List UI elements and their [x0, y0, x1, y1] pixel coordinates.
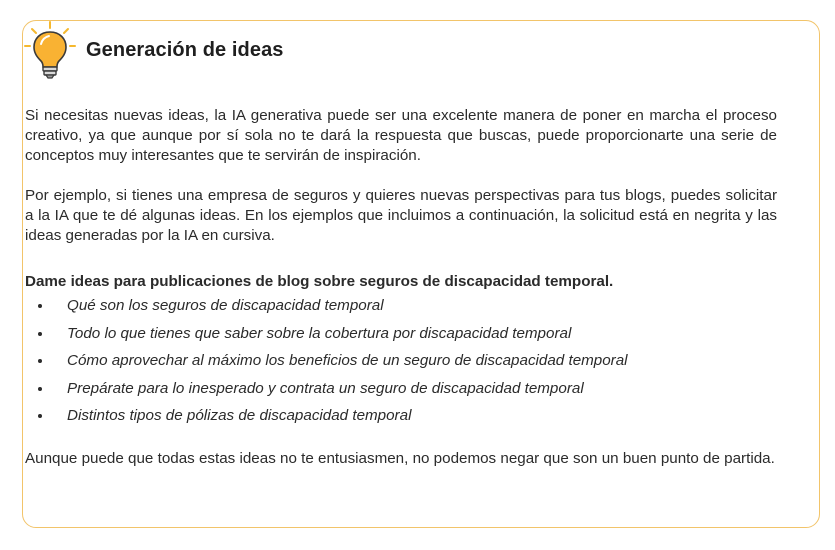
- paragraph-intro: Si necesitas nuevas ideas, la IA generativa puede ser una excelente manera de poner en marcha el proceso creativo, ya que aunque por sí sola no te dará la respuesta que buscas, puede proporcionarte una serie de conceptos muy interesantes que te servirán de inspiración.: [25, 107, 777, 164]
- paragraph-closing: Aunque puede que todas estas ideas no te entusiasmen, no podemos negar que son un buen punto de partida.: [25, 449, 775, 467]
- idea-text: Cómo aprovechar al máximo los beneficios de un seguro de discapacidad temporal: [67, 352, 628, 369]
- lightbulb-icon: [22, 20, 78, 80]
- bullet-icon: [38, 387, 42, 391]
- list-item: [25, 320, 777, 348]
- prompt-text: Dame ideas para publicaciones de blog sobre seguros de discapacidad temporal.: [25, 273, 614, 290]
- paragraph-example: Por ejemplo, si tienes una empresa de seguros y quieres nuevas perspectivas para tus blogs, puedes solicitar a la IA que te dé algunas ideas. En los ejemplos que incluimos a continuación, la solicitud está en negrita y las ideas generadas por la IA en cursiva.: [25, 187, 777, 244]
- idea-text: Todo lo que tienes que saber sobre la cobertura por discapacidad temporal: [67, 324, 572, 342]
- bullet-icon: [38, 304, 42, 308]
- list-item: [25, 375, 777, 403]
- card-body: [25, 106, 777, 472]
- idea-text: Prepárate para lo inesperado y contrata un seguro de discapacidad temporal: [67, 379, 584, 397]
- card-header: [22, 20, 284, 80]
- card-title: Generación de ideas: [86, 38, 284, 61]
- list-item: [25, 347, 777, 375]
- bullet-icon: [38, 359, 42, 363]
- idea-text: Distintos tipos de pólizas de discapacidad temporal: [67, 407, 412, 424]
- list-item: [25, 292, 777, 320]
- list-item: [25, 402, 777, 430]
- bullet-icon: [38, 414, 42, 418]
- idea-text: Qué son los seguros de discapacidad temporal: [67, 297, 384, 314]
- bullet-icon: [38, 332, 42, 336]
- ideas-list: [25, 292, 777, 430]
